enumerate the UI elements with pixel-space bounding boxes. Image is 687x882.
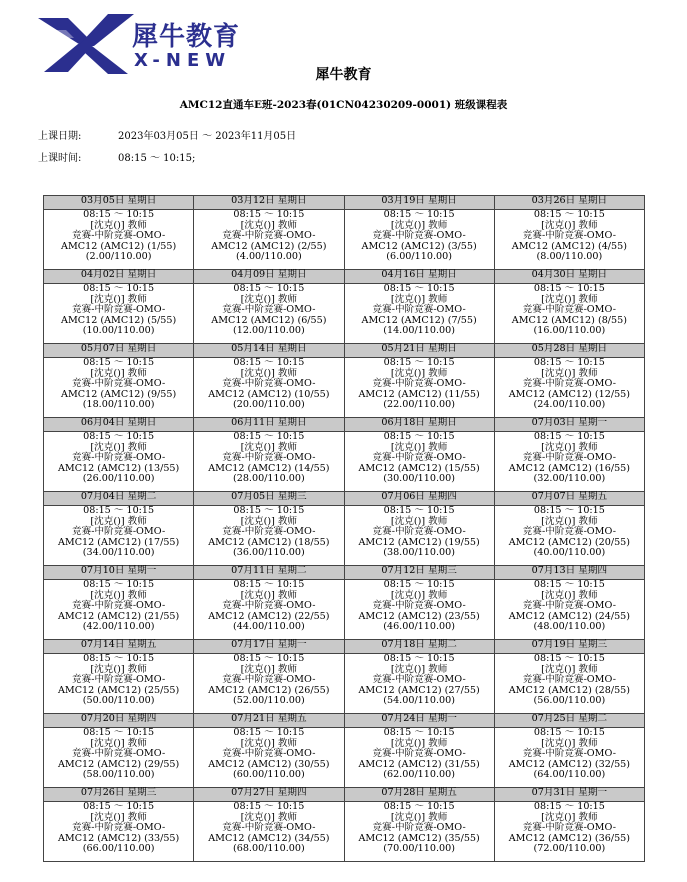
session-course: 竞赛-中阶竞赛-OMO-	[522, 748, 616, 760]
session-hours: (30.00/110.00)	[383, 473, 455, 485]
session-subject-progress: AMC12 (AMC12) (13/55)	[57, 462, 180, 474]
session-teacher: [沈克()] 教师	[541, 441, 598, 453]
date-header-row	[44, 344, 645, 358]
session-hours: (60.00/110.00)	[232, 769, 305, 781]
session-row	[44, 802, 645, 862]
date-header-row	[44, 418, 645, 432]
session-date-header: 04月16日 星期日	[344, 270, 494, 284]
session-subject-progress: AMC12 (AMC12) (1/55)	[61, 240, 177, 252]
session-date-header: 07月26日 星期三	[44, 788, 194, 802]
session-teacher: [沈克()] 教师	[541, 663, 598, 675]
session-course: 竞赛-中阶竞赛-OMO-	[372, 822, 466, 834]
session-course: 竞赛-中阶竞赛-OMO-	[72, 674, 166, 686]
session-subject-progress: AMC12 (AMC12) (9/55)	[61, 388, 177, 400]
session-cell	[194, 358, 344, 418]
session-time: 08:15 ～ 10:15	[533, 579, 605, 590]
session-teacher: [沈克()] 教师	[240, 219, 298, 231]
date-header-row	[44, 196, 645, 210]
class-dates-row	[38, 127, 296, 142]
session-teacher: [沈克()] 教师	[390, 441, 448, 453]
session-time: 08:15 ～ 10:15	[383, 801, 455, 812]
session-date-header: 03月19日 星期日	[344, 196, 494, 210]
class-times-row	[38, 149, 195, 164]
session-row	[44, 432, 645, 492]
schedule-table	[43, 195, 645, 862]
session-subject-progress: AMC12 (AMC12) (7/55)	[361, 314, 477, 326]
session-course: 竞赛-中阶竞赛-OMO-	[222, 748, 316, 760]
session-teacher: [沈克()] 教师	[541, 515, 598, 527]
session-teacher: [沈克()] 教师	[240, 737, 298, 749]
session-hours: (28.00/110.00)	[232, 473, 305, 485]
session-course: 竞赛-中阶竞赛-OMO-	[72, 378, 166, 390]
session-hours: (20.00/110.00)	[232, 399, 305, 411]
session-date-header: 07月25日 星期二	[494, 714, 644, 728]
session-hours: (44.00/110.00)	[232, 621, 305, 633]
session-teacher: [沈克()] 教师	[541, 737, 598, 749]
session-subject-progress: AMC12 (AMC12) (2/55)	[211, 240, 327, 252]
class-times-label: 上课时间:	[38, 153, 82, 164]
session-time: 08:15 ～ 10:15	[233, 283, 305, 294]
session-cell	[344, 506, 494, 566]
session-teacher: [沈克()] 教师	[240, 367, 298, 379]
session-date-header: 06月04日 星期日	[44, 418, 194, 432]
session-teacher: [沈克()] 教师	[390, 589, 448, 601]
session-cell	[344, 210, 494, 270]
session-cell	[194, 284, 344, 344]
session-cell	[344, 802, 494, 862]
session-time: 08:15 ～ 10:15	[83, 209, 155, 220]
session-course: 竞赛-中阶竞赛-OMO-	[222, 526, 316, 538]
session-cell	[194, 506, 344, 566]
session-time: 08:15 ～ 10:15	[533, 209, 605, 220]
session-course: 竞赛-中阶竞赛-OMO-	[72, 452, 166, 464]
session-course: 竞赛-中阶竞赛-OMO-	[522, 378, 616, 390]
date-header-row	[44, 640, 645, 654]
session-subject-progress: AMC12 (AMC12) (34/55)	[208, 832, 330, 844]
session-date-header: 07月11日 星期二	[194, 566, 344, 580]
session-cell	[494, 284, 644, 344]
session-course: 竞赛-中阶竞赛-OMO-	[72, 600, 166, 612]
session-subject-progress: AMC12 (AMC12) (19/55)	[358, 536, 480, 548]
session-date-header: 06月11日 星期日	[194, 418, 344, 432]
session-subject-progress: AMC12 (AMC12) (22/55)	[208, 610, 330, 622]
session-row	[44, 506, 645, 566]
session-date-header: 05月28日 星期日	[494, 344, 644, 358]
session-teacher: [沈克()] 教师	[240, 589, 298, 601]
session-teacher: [沈克()] 教师	[390, 515, 448, 527]
session-hours: (18.00/110.00)	[82, 399, 155, 411]
session-hours: (46.00/110.00)	[383, 621, 455, 633]
session-course: 竞赛-中阶竞赛-OMO-	[372, 378, 466, 390]
session-date-header: 04月02日 星期日	[44, 270, 194, 284]
session-hours: (6.00/110.00)	[386, 251, 452, 263]
session-subject-progress: AMC12 (AMC12) (17/55)	[57, 536, 180, 548]
session-date-header: 07月07日 星期五	[494, 492, 644, 506]
session-teacher: [沈克()] 教师	[390, 219, 448, 231]
session-time: 08:15 ～ 10:15	[533, 505, 605, 516]
session-hours: (12.00/110.00)	[232, 325, 305, 337]
session-cell	[494, 802, 644, 862]
session-cell	[344, 284, 494, 344]
session-teacher: [沈克()] 教师	[240, 293, 298, 305]
session-course: 竞赛-中阶竞赛-OMO-	[222, 378, 316, 390]
session-time: 08:15 ～ 10:15	[83, 801, 155, 812]
session-date-header: 07月14日 星期五	[44, 640, 194, 654]
session-hours: (50.00/110.00)	[82, 695, 155, 707]
session-teacher: [沈克()] 教师	[541, 367, 598, 379]
session-teacher: [沈克()] 教师	[390, 811, 448, 823]
session-subject-progress: AMC12 (AMC12) (16/55)	[508, 462, 631, 474]
session-date-header: 07月18日 星期二	[344, 640, 494, 654]
session-hours: (14.00/110.00)	[383, 325, 455, 337]
session-course: 竞赛-中阶竞赛-OMO-	[222, 674, 316, 686]
session-course: 竞赛-中阶竞赛-OMO-	[222, 452, 316, 464]
session-time: 08:15 ～ 10:15	[233, 801, 305, 812]
session-cell	[494, 580, 644, 640]
session-time: 08:15 ～ 10:15	[233, 505, 305, 516]
session-cell	[44, 210, 194, 270]
session-cell	[494, 210, 644, 270]
class-times-value: 08:15 ～ 10:15;	[118, 153, 196, 164]
session-course: 竞赛-中阶竞赛-OMO-	[522, 230, 616, 242]
session-cell	[194, 728, 344, 788]
session-teacher: [沈克()] 教师	[541, 219, 598, 231]
session-cell	[194, 210, 344, 270]
session-teacher: [沈克()] 教师	[90, 219, 147, 231]
session-date-header: 04月30日 星期日	[494, 270, 644, 284]
session-course: 竞赛-中阶竞赛-OMO-	[372, 748, 466, 760]
session-time: 08:15 ～ 10:15	[233, 653, 305, 664]
session-course: 竞赛-中阶竞赛-OMO-	[372, 526, 466, 538]
session-time: 08:15 ～ 10:15	[83, 431, 155, 442]
session-row	[44, 654, 645, 714]
session-course: 竞赛-中阶竞赛-OMO-	[372, 674, 466, 686]
session-course: 竞赛-中阶竞赛-OMO-	[522, 822, 616, 834]
session-course: 竞赛-中阶竞赛-OMO-	[72, 304, 166, 316]
session-teacher: [沈克()] 教师	[541, 811, 598, 823]
session-hours: (56.00/110.00)	[533, 695, 606, 707]
session-date-header: 07月13日 星期四	[494, 566, 644, 580]
session-hours: (26.00/110.00)	[82, 473, 155, 485]
session-teacher: [沈克()] 教师	[390, 737, 448, 749]
session-cell	[344, 358, 494, 418]
session-date-header: 07月17日 星期一	[194, 640, 344, 654]
session-hours: (34.00/110.00)	[82, 547, 155, 559]
session-subject-progress: AMC12 (AMC12) (14/55)	[208, 462, 330, 474]
session-time: 08:15 ～ 10:15	[233, 357, 305, 368]
session-row	[44, 580, 645, 640]
session-time: 08:15 ～ 10:15	[383, 579, 455, 590]
session-course: 竞赛-中阶竞赛-OMO-	[72, 526, 166, 538]
session-time: 08:15 ～ 10:15	[233, 431, 305, 442]
session-teacher: [沈克()] 教师	[390, 293, 448, 305]
session-course: 竞赛-中阶竞赛-OMO-	[522, 526, 616, 538]
session-subject-progress: AMC12 (AMC12) (32/55)	[508, 758, 631, 770]
session-time: 08:15 ～ 10:15	[383, 357, 455, 368]
session-course: 竞赛-中阶竞赛-OMO-	[222, 822, 316, 834]
session-teacher: [沈克()] 教师	[541, 293, 598, 305]
session-cell	[494, 654, 644, 714]
session-row	[44, 358, 645, 418]
session-hours: (72.00/110.00)	[533, 843, 606, 855]
session-course: 竞赛-中阶竞赛-OMO-	[372, 230, 466, 242]
session-cell	[494, 506, 644, 566]
session-date-header: 05月14日 星期日	[194, 344, 344, 358]
session-hours: (10.00/110.00)	[82, 325, 155, 337]
session-course: 竞赛-中阶竞赛-OMO-	[522, 452, 616, 464]
session-date-header: 07月24日 星期一	[344, 714, 494, 728]
session-date-header: 05月21日 星期日	[344, 344, 494, 358]
session-hours: (36.00/110.00)	[232, 547, 305, 559]
session-hours: (8.00/110.00)	[536, 251, 603, 263]
session-cell	[344, 432, 494, 492]
session-course: 竞赛-中阶竞赛-OMO-	[372, 304, 466, 316]
date-header-row	[44, 788, 645, 802]
session-subject-progress: AMC12 (AMC12) (35/55)	[358, 832, 480, 844]
session-subject-progress: AMC12 (AMC12) (20/55)	[508, 536, 631, 548]
session-subject-progress: AMC12 (AMC12) (33/55)	[57, 832, 180, 844]
session-date-header: 06月18日 星期日	[344, 418, 494, 432]
session-cell	[194, 802, 344, 862]
session-course: 竞赛-中阶竞赛-OMO-	[372, 452, 466, 464]
session-time: 08:15 ～ 10:15	[233, 209, 305, 220]
session-row	[44, 728, 645, 788]
date-header-row	[44, 270, 645, 284]
session-subject-progress: AMC12 (AMC12) (15/55)	[358, 462, 480, 474]
date-header-row	[44, 492, 645, 506]
session-cell	[194, 654, 344, 714]
session-date-header: 07月04日 星期二	[44, 492, 194, 506]
session-hours: (70.00/110.00)	[383, 843, 455, 855]
session-teacher: [沈克()] 教师	[90, 589, 147, 601]
session-hours: (52.00/110.00)	[232, 695, 305, 707]
session-time: 08:15 ～ 10:15	[83, 653, 155, 664]
session-subject-progress: AMC12 (AMC12) (12/55)	[508, 388, 631, 400]
class-dates-value: 2023年03月05日 ～ 2023年11月05日	[118, 131, 297, 142]
session-hours: (66.00/110.00)	[82, 843, 155, 855]
date-header-row	[44, 566, 645, 580]
session-course: 竞赛-中阶竞赛-OMO-	[72, 748, 166, 760]
session-time: 08:15 ～ 10:15	[383, 505, 455, 516]
session-date-header: 07月28日 星期五	[344, 788, 494, 802]
logo-english-text: X-NEW	[134, 50, 232, 71]
session-subject-progress: AMC12 (AMC12) (26/55)	[208, 684, 330, 696]
session-teacher: [沈克()] 教师	[240, 663, 298, 675]
session-teacher: [沈克()] 教师	[90, 293, 147, 305]
session-date-header: 07月19日 星期三	[494, 640, 644, 654]
session-teacher: [沈克()] 教师	[390, 663, 448, 675]
session-time: 08:15 ～ 10:15	[83, 579, 155, 590]
session-teacher: [沈克()] 教师	[240, 441, 298, 453]
session-subject-progress: AMC12 (AMC12) (30/55)	[208, 758, 330, 770]
session-hours: (32.00/110.00)	[533, 473, 606, 485]
session-time: 08:15 ～ 10:15	[383, 283, 455, 294]
session-teacher: [沈克()] 教师	[90, 367, 147, 379]
logo-chinese-text: 犀牛教育	[132, 22, 241, 52]
session-cell	[44, 728, 194, 788]
session-date-header: 04月09日 星期日	[194, 270, 344, 284]
session-cell	[44, 802, 194, 862]
session-date-header: 07月06日 星期四	[344, 492, 494, 506]
session-time: 08:15 ～ 10:15	[83, 727, 155, 738]
session-date-header: 03月26日 星期日	[494, 196, 644, 210]
session-time: 08:15 ～ 10:15	[533, 431, 605, 442]
session-cell	[44, 654, 194, 714]
session-time: 08:15 ～ 10:15	[533, 283, 605, 294]
session-time: 08:15 ～ 10:15	[83, 505, 155, 516]
session-subject-progress: AMC12 (AMC12) (6/55)	[211, 314, 327, 326]
session-cell	[194, 432, 344, 492]
session-time: 08:15 ～ 10:15	[383, 209, 455, 220]
session-hours: (42.00/110.00)	[82, 621, 155, 633]
session-row	[44, 210, 645, 270]
session-hours: (2.00/110.00)	[85, 251, 152, 263]
session-subject-progress: AMC12 (AMC12) (25/55)	[57, 684, 180, 696]
session-course: 竞赛-中阶竞赛-OMO-	[522, 304, 616, 316]
session-hours: (62.00/110.00)	[383, 769, 455, 781]
session-course: 竞赛-中阶竞赛-OMO-	[222, 600, 316, 612]
session-date-header: 07月21日 星期五	[194, 714, 344, 728]
session-cell	[44, 284, 194, 344]
session-subject-progress: AMC12 (AMC12) (3/55)	[361, 240, 477, 252]
session-date-header: 03月12日 星期日	[194, 196, 344, 210]
session-hours: (64.00/110.00)	[533, 769, 606, 781]
session-course: 竞赛-中阶竞赛-OMO-	[522, 674, 616, 686]
session-time: 08:15 ～ 10:15	[83, 357, 155, 368]
session-date-header: 07月27日 星期四	[194, 788, 344, 802]
session-time: 08:15 ～ 10:15	[533, 801, 605, 812]
session-subject-progress: AMC12 (AMC12) (5/55)	[61, 314, 177, 326]
session-subject-progress: AMC12 (AMC12) (28/55)	[508, 684, 631, 696]
date-header-row	[44, 714, 645, 728]
session-hours: (48.00/110.00)	[533, 621, 606, 633]
class-dates-label: 上课日期:	[38, 131, 82, 142]
session-time: 08:15 ～ 10:15	[533, 727, 605, 738]
session-teacher: [沈克()] 教师	[90, 663, 147, 675]
session-course: 竞赛-中阶竞赛-OMO-	[372, 600, 466, 612]
session-subject-progress: AMC12 (AMC12) (27/55)	[358, 684, 480, 696]
session-hours: (38.00/110.00)	[383, 547, 455, 559]
session-time: 08:15 ～ 10:15	[233, 727, 305, 738]
session-time: 08:15 ～ 10:15	[383, 431, 455, 442]
session-teacher: [沈克()] 教师	[390, 367, 448, 379]
session-cell	[494, 432, 644, 492]
session-row	[44, 284, 645, 344]
session-cell	[44, 358, 194, 418]
session-time: 08:15 ～ 10:15	[83, 283, 155, 294]
session-hours: (4.00/110.00)	[236, 251, 302, 263]
session-cell	[194, 580, 344, 640]
session-subject-progress: AMC12 (AMC12) (4/55)	[511, 240, 627, 252]
schedule-title: AMC12直通车E班-2023春(01CN04230209-0001) 班级课程表	[179, 99, 508, 111]
session-cell	[44, 580, 194, 640]
session-subject-progress: AMC12 (AMC12) (31/55)	[358, 758, 480, 770]
session-course: 竞赛-中阶竞赛-OMO-	[522, 600, 616, 612]
session-time: 08:15 ～ 10:15	[533, 653, 605, 664]
session-date-header: 03月05日 星期日	[44, 196, 194, 210]
session-date-header: 07月12日 星期三	[344, 566, 494, 580]
session-time: 08:15 ～ 10:15	[383, 653, 455, 664]
session-teacher: [沈克()] 教师	[90, 811, 147, 823]
session-hours: (22.00/110.00)	[383, 399, 455, 411]
organization-name: 犀牛教育	[315, 67, 372, 83]
session-hours: (54.00/110.00)	[383, 695, 455, 707]
session-date-header: 07月20日 星期四	[44, 714, 194, 728]
session-course: 竞赛-中阶竞赛-OMO-	[222, 230, 316, 242]
session-subject-progress: AMC12 (AMC12) (24/55)	[508, 610, 631, 622]
session-course: 竞赛-中阶竞赛-OMO-	[72, 822, 166, 834]
session-cell	[494, 728, 644, 788]
session-subject-progress: AMC12 (AMC12) (18/55)	[208, 536, 330, 548]
session-cell	[44, 506, 194, 566]
session-cell	[344, 654, 494, 714]
session-teacher: [沈克()] 教师	[240, 515, 298, 527]
session-teacher: [沈克()] 教师	[90, 515, 147, 527]
session-cell	[494, 358, 644, 418]
session-time: 08:15 ～ 10:15	[533, 357, 605, 368]
session-teacher: [沈克()] 教师	[541, 589, 598, 601]
session-date-header: 07月05日 星期三	[194, 492, 344, 506]
session-hours: (40.00/110.00)	[533, 547, 606, 559]
session-date-header: 07月10日 星期一	[44, 566, 194, 580]
session-date-header: 07月31日 星期一	[494, 788, 644, 802]
session-hours: (24.00/110.00)	[533, 399, 606, 411]
session-time: 08:15 ～ 10:15	[383, 727, 455, 738]
session-cell	[44, 432, 194, 492]
session-cell	[344, 580, 494, 640]
session-cell	[344, 728, 494, 788]
session-teacher: [沈克()] 教师	[90, 441, 147, 453]
session-subject-progress: AMC12 (AMC12) (29/55)	[57, 758, 180, 770]
session-date-header: 07月03日 星期一	[494, 418, 644, 432]
session-subject-progress: AMC12 (AMC12) (23/55)	[358, 610, 480, 622]
session-hours: (16.00/110.00)	[533, 325, 606, 337]
session-hours: (68.00/110.00)	[232, 843, 305, 855]
session-subject-progress: AMC12 (AMC12) (21/55)	[57, 610, 180, 622]
session-subject-progress: AMC12 (AMC12) (11/55)	[358, 388, 480, 400]
session-subject-progress: AMC12 (AMC12) (10/55)	[208, 388, 330, 400]
session-time: 08:15 ～ 10:15	[233, 579, 305, 590]
session-teacher: [沈克()] 教师	[90, 737, 147, 749]
session-subject-progress: AMC12 (AMC12) (36/55)	[508, 832, 631, 844]
session-subject-progress: AMC12 (AMC12) (8/55)	[511, 314, 627, 326]
session-teacher: [沈克()] 教师	[240, 811, 298, 823]
session-course: 竞赛-中阶竞赛-OMO-	[72, 230, 166, 242]
session-course: 竞赛-中阶竞赛-OMO-	[222, 304, 316, 316]
session-date-header: 05月07日 星期日	[44, 344, 194, 358]
session-hours: (58.00/110.00)	[82, 769, 155, 781]
